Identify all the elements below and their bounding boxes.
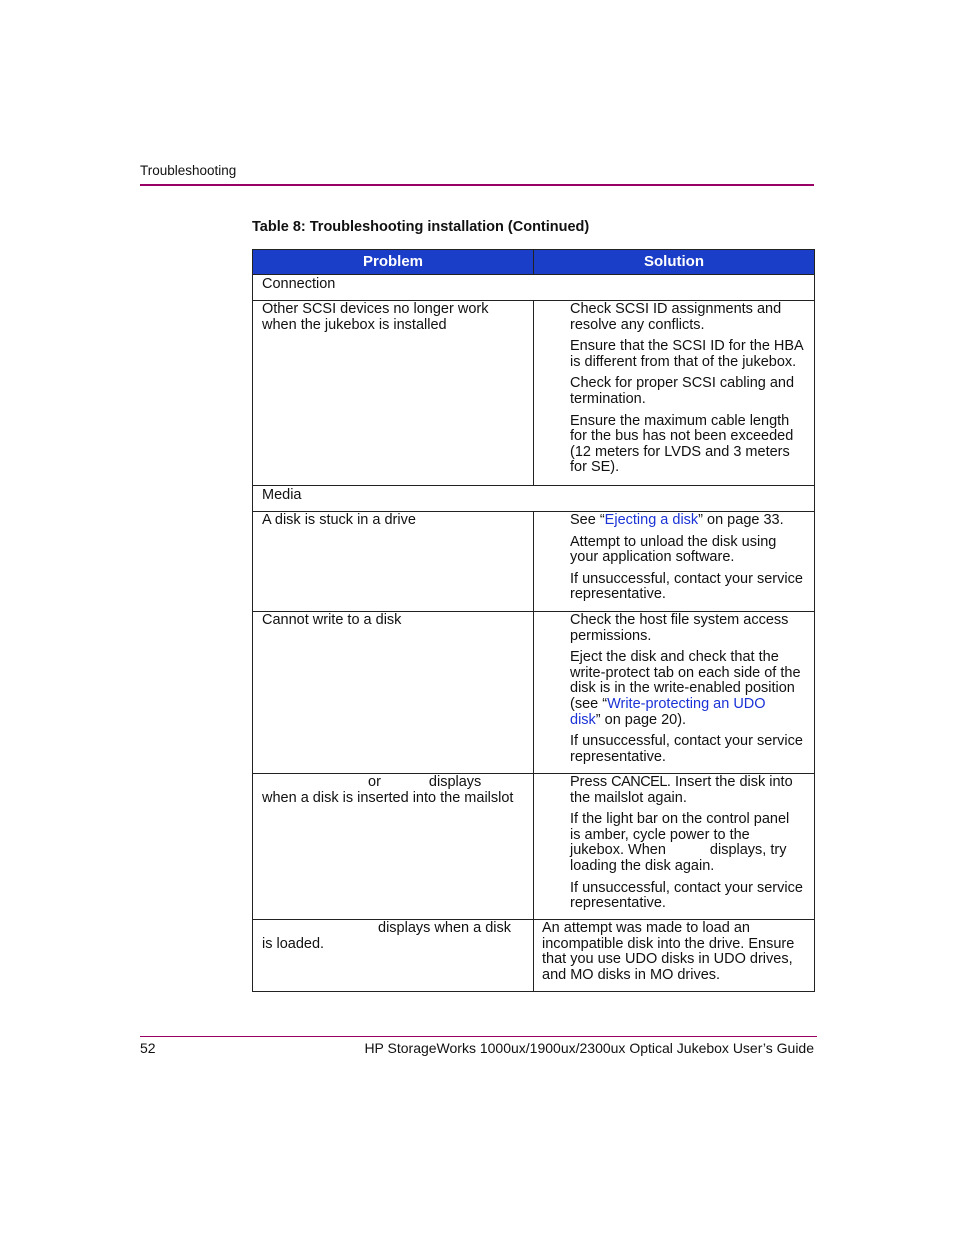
problem-cell: or displays when a disk is inserted into the mailslot: [253, 774, 534, 920]
solution-item: See “Ejecting a disk” on page 33.: [570, 512, 784, 528]
solution-item: Press CANCEL. Insert the disk into the mailslot again.: [570, 774, 793, 806]
table-row: [253, 920, 815, 992]
solution-item: Attempt to unload the disk using your application software.: [570, 533, 777, 566]
table-caption: Table 8: Troubleshooting installation (Continued): [252, 219, 590, 235]
solution-item: Check SCSI ID assignments and resolve any conflicts.: [570, 301, 782, 333]
page-number: 52: [140, 1040, 156, 1056]
problem-cell: Other SCSI devices no longer work when the jukebox is installed: [253, 301, 534, 486]
problem-cell: A disk is stuck in a drive: [253, 512, 534, 612]
solution-cell: An attempt was made to load an incompatible disk into the drive. Ensure that you use UDO disks in UDO drives, and MO disks in MO drives.: [534, 920, 815, 992]
section-row-media: [253, 486, 815, 512]
solution-item: If unsuccessful, contact your service representative.: [570, 570, 803, 603]
solution-cell: [534, 512, 815, 612]
ejecting-disk-link[interactable]: Ejecting a disk: [604, 512, 699, 528]
solution-item: Ensure that the SCSI ID for the HBA is different from that of the jukebox.: [570, 338, 804, 370]
solution-cell: [534, 774, 815, 920]
problem-cell: displays when a disk is loaded.: [253, 920, 534, 992]
table-row: [253, 774, 815, 920]
solution-item: Check the host file system access permissions.: [570, 612, 789, 644]
solution-cell: [534, 612, 815, 774]
write-protecting-link[interactable]: Write-protecting an UDO disk: [570, 695, 766, 728]
solution-cell: [534, 301, 815, 486]
cancel-keyword: CANCEL: [611, 774, 667, 790]
troubleshooting-table: [252, 249, 815, 992]
footer-rule: [140, 1036, 817, 1037]
section-title: Media: [253, 486, 815, 512]
table-row: [253, 612, 815, 774]
section-title: Connection: [253, 275, 815, 301]
solution-item: Ensure the maximum cable length for the bus has not been exceeded (12 meters for LVDS and 3 meters for SE).: [570, 412, 794, 476]
column-header-problem: Problem: [253, 250, 534, 275]
header-rule: [140, 184, 814, 186]
table-row: [253, 301, 815, 486]
section-row-connection: [253, 275, 815, 301]
table-row: [253, 512, 815, 612]
problem-cell: Cannot write to a disk: [253, 612, 534, 774]
solution-item: If unsuccessful, contact your service representative.: [570, 733, 803, 765]
column-header-solution: Solution: [534, 250, 815, 275]
solution-item: If the light bar on the control panel is amber, cycle power to the jukebox. When displays, try loading the disk again.: [570, 811, 790, 874]
table-header-row: [253, 250, 815, 275]
running-header: Troubleshooting: [140, 163, 237, 178]
solution-item: Eject the disk and check that the write-protect tab on each side of the disk is in the write-enabled position (see “Write-protecting an UDO disk” on page 20).: [570, 649, 801, 728]
solution-item: Check for proper SCSI cabling and termination.: [570, 375, 795, 407]
footer-title: HP StorageWorks 1000ux/1900ux/2300ux Optical Jukebox User’s Guide: [364, 1040, 814, 1056]
solution-item: If unsuccessful, contact your service representative.: [570, 879, 803, 912]
